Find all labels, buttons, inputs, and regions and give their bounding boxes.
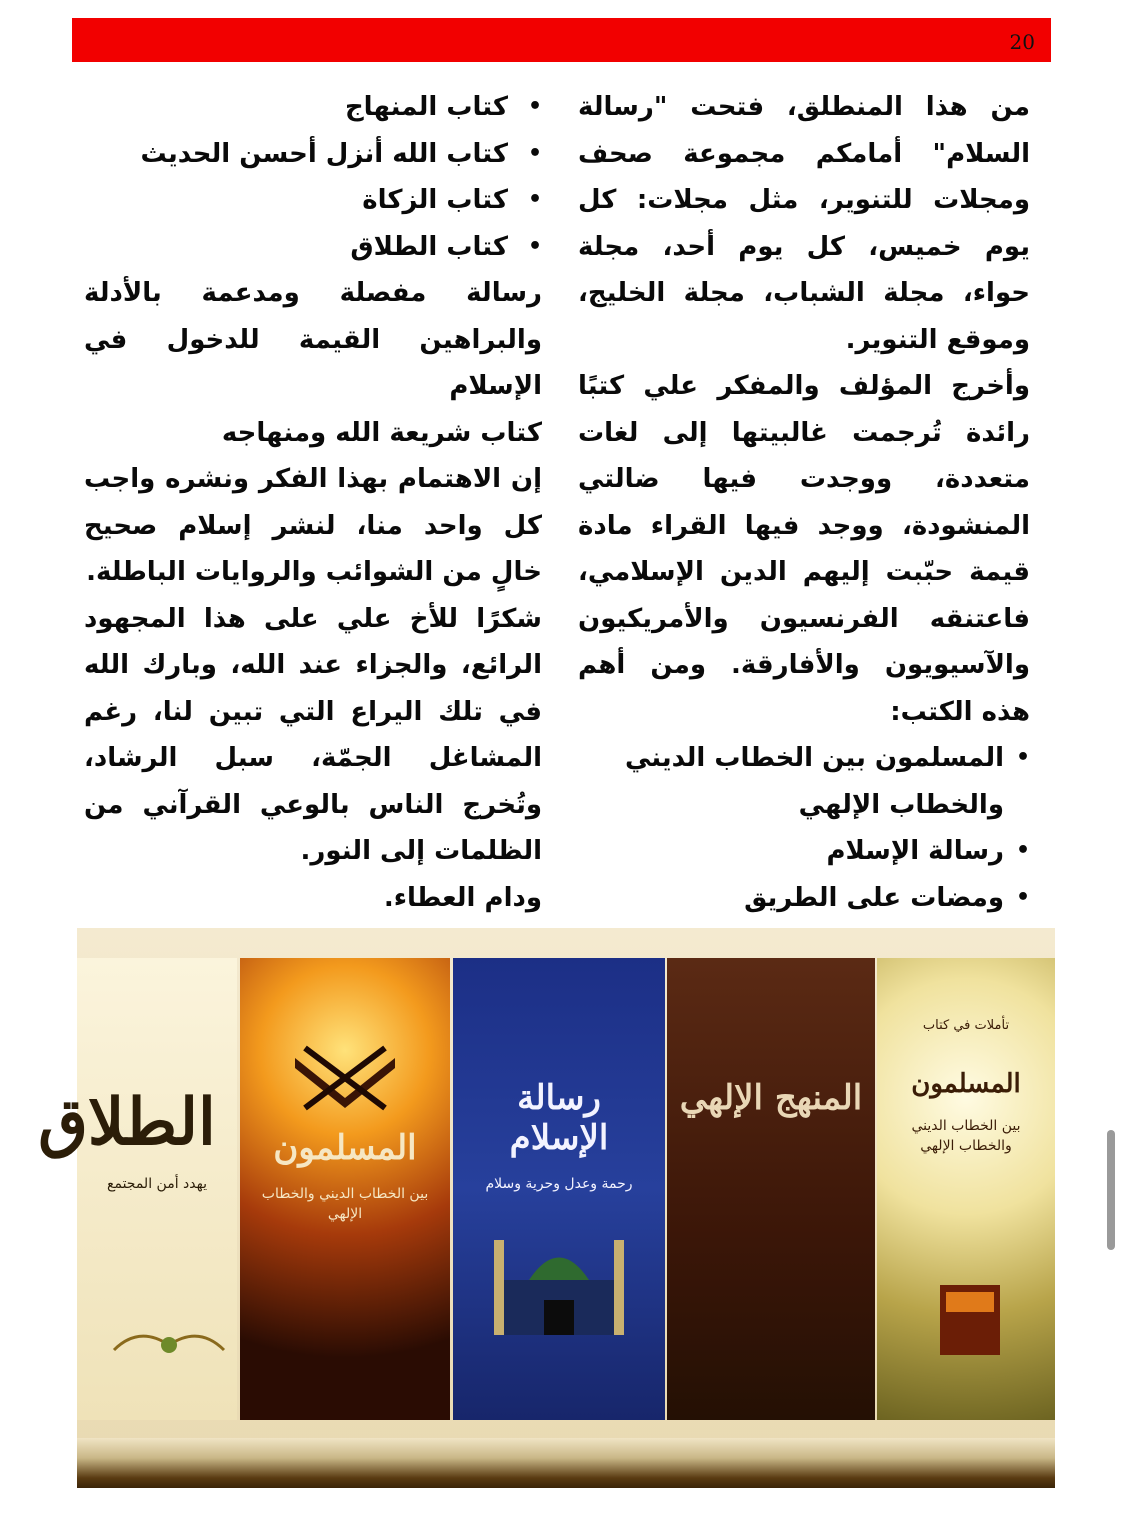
paragraph: من هذا المنطلق، فتحت "رسالة السلام" أمامكم مجموعة صحف ومجلات للتنوير، مثل مجلات: كل يوم خميس، كل يوم أحد، مجلة حواء، مجلة الشباب، مجلة الخليج، وموقع التنوير. — [578, 92, 1030, 355]
book-cover-talaq — [38, 958, 237, 1420]
book-cover-manhaj — [667, 958, 875, 1420]
article-column-left — [84, 84, 542, 921]
paragraph: إن الاهتمام بهذا الفكر ونشره واجب كل واحد منا، لنشر إسلام صحيح خالٍ من الشوائب والروايات الباطلة. — [84, 464, 542, 587]
scrollbar[interactable] — [1107, 1130, 1115, 1250]
book-list — [84, 84, 542, 270]
mosque-icon — [484, 1220, 634, 1340]
cover-subtitle: يهدد أمن المجتمع — [107, 1176, 207, 1192]
list-item: • ومضات على الطريق — [578, 875, 1004, 922]
book-cover-risalat-al-islam — [453, 958, 665, 1420]
list-item: • كتاب الطلاق — [84, 224, 508, 271]
article-column-right — [578, 84, 1030, 921]
ornament-icon — [109, 1320, 229, 1360]
decorative-band — [77, 1438, 1055, 1488]
paragraph: ودام العطاء. — [383, 882, 542, 913]
list-item: • كتاب الزكاة — [84, 177, 508, 224]
paragraph: شكرًا للأخ علي على هذا المجهود الرائع، والجزاء عند الله، وبارك الله في تلك اليراع التي تبين لنا، رغم المشاغل الجمّة، سبل الرشاد، وتُخرج الناس بالوعي القرآني من الظلمات إلى النور. — [84, 603, 542, 866]
book-list — [578, 735, 1030, 921]
cover-title: المسلمون — [273, 1128, 417, 1168]
paragraph: وأخرج المؤلف والمفكر علي كتبًا رائدة تُرجمت غالبيتها إلى لغات متعددة، ووجدت فيها ضالتي المنشودة، ووجد فيها القراء مادة قيمة حبّبت إليهم الدين الإسلامي، فاعتنقه الفرنسيون والأمريكيون والآسيويون والأفارقة. ومن أهم هذه الكتب: — [578, 371, 1030, 727]
book-icon — [930, 1270, 1020, 1360]
list-item: • كتاب المنهاج — [84, 84, 508, 131]
list-item: • رسالة الإسلام — [578, 828, 1004, 875]
book-cover-taamulat — [877, 958, 1055, 1420]
cover-tag: تأملات في كتاب — [922, 1018, 1010, 1033]
cover-title: الطلاق — [38, 1085, 216, 1160]
header-bar — [72, 18, 1051, 62]
list-item: • كتاب الله أنزل أحسن الحديث — [84, 131, 508, 178]
page-number: 20 — [1009, 30, 1035, 54]
book-cover-muslimun — [240, 958, 450, 1420]
quran-icon — [285, 1038, 405, 1118]
book-covers-image — [38, 928, 1055, 1488]
paragraph: رسالة مفصلة ومدعمة بالأدلة والبراهين القيمة للدخول في الإسلام — [84, 278, 542, 401]
cover-title: المسلمون — [911, 1069, 1021, 1099]
cover-subtitle: رحمة وعدل وحرية وسلام — [485, 1176, 633, 1192]
cover-subtitle: بين الخطاب الديني والخطاب الإلهي — [261, 1186, 429, 1222]
paragraph: كتاب شريعة الله ومنهاجه — [221, 417, 542, 448]
cover-title: رسالة الإسلام — [509, 1078, 609, 1158]
cover-subtitle: بين الخطاب الديني والخطاب الإلهي — [911, 1118, 1021, 1154]
cover-title: المنهج الإلهي — [679, 1078, 863, 1118]
list-item: • المسلمون بين الخطاب الديني والخطاب الإلهي — [578, 735, 1004, 828]
